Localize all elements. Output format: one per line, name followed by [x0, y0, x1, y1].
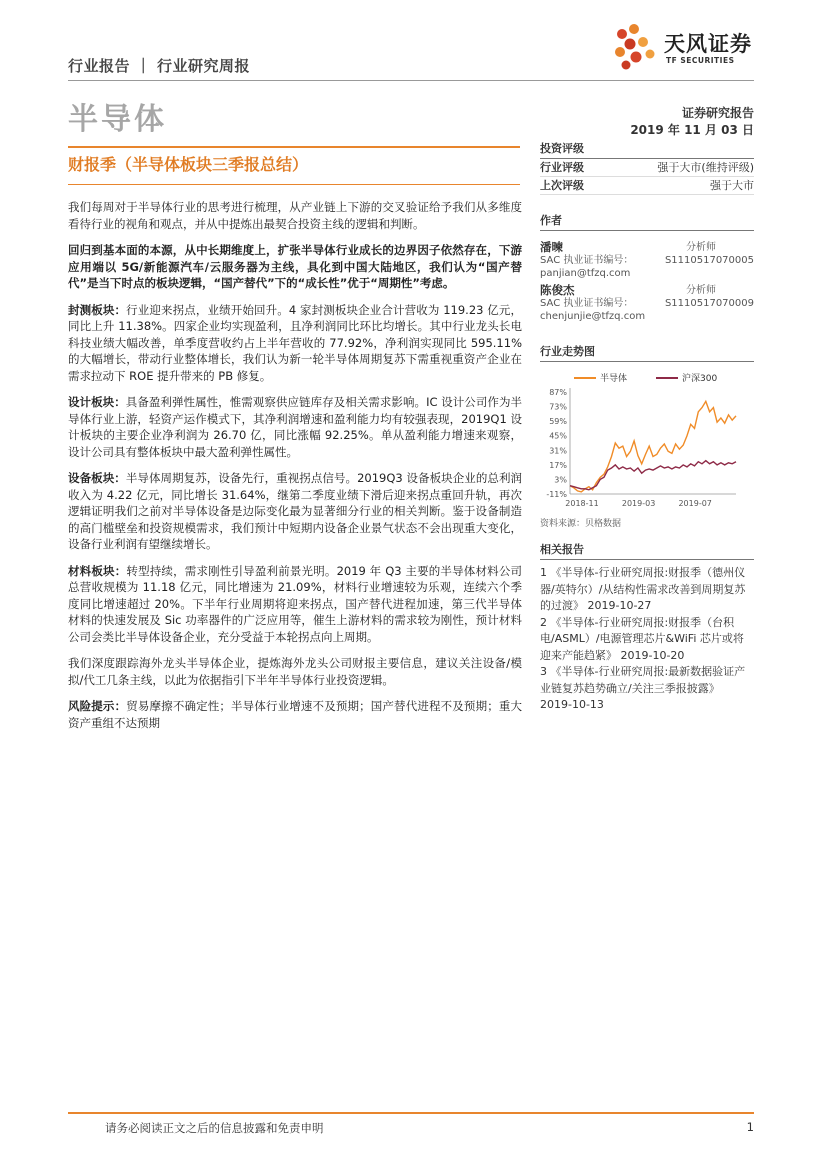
thesis-text: 回归到基本面的本源，从中长期维度上，扩张半导体行业成长的边界因子依然存在，下游应用端以 5G/新能源汽车/云服务器为主线，具化到中国大陆地区，我们认为“国产替代”是当下时点的板块逻辑，“国产替代”下的“成长性”优于“周期性”考虑。	[68, 243, 522, 290]
author-email[interactable]: chenjunjie@tfzq.com	[540, 311, 646, 322]
paragraph-equipment	[68, 470, 522, 553]
trend-head: 行业走势图	[540, 343, 754, 362]
page-number: 1	[746, 1120, 754, 1134]
report-type: 证券研究报告	[681, 106, 754, 120]
paragraph-overseas: 我们深度跟踪海外龙头半导体企业，提炼海外龙头公司财报主要信息，建议关注设备/模拟/代工几条主线，以此为依据指引下半年半导体行业投资逻辑。	[68, 656, 522, 687]
header-divider	[68, 80, 754, 81]
materials-text: 转型持续，需求刚性引导盈利前景光明。2019 年 Q3 主要的半导体材料公司总营收规模为 11.18 亿元，同比增速为 21.09%，材料行业增速较为乐观，连续六个季度同比增速超过 20%。下半年行业周期将迎来拐点，国产替代进程加速，第三代半导体材料的快速发展及 Sic 功率器件的广泛应用等，催生上游材料的需求较为刚性，预计材料公司会类比半导体设备企业，充分受益于本轮拐点向上周期。	[68, 563, 522, 644]
rating-head: 投资评级	[540, 140, 754, 159]
x-tick-label: 2018-11	[565, 499, 599, 508]
rating-key: 行业评级	[540, 161, 584, 174]
subtitle-divider	[68, 184, 520, 185]
y-tick-label: 87%	[549, 388, 567, 397]
report-category: 行业报告 ｜ 行业研究周报	[68, 57, 250, 75]
rating-row	[540, 177, 754, 195]
rating-key: 上次评级	[540, 179, 584, 192]
related-report-item[interactable]: 2 《半导体-行业研究周报:财报季（台积电/ASML）/电源管理芯片&WiFi 芯片或将迎来产能趋紧》 2019-10-20	[540, 615, 744, 662]
packaging-lead: 封测板块：	[68, 302, 127, 317]
risk-lead: 风险提示：	[68, 699, 127, 713]
sac-label: SAC 执业证书编号：	[540, 298, 634, 309]
report-subtitle: 财报季（半导体板块三季报总结）	[68, 155, 309, 174]
authors-section	[540, 212, 754, 323]
trend-chart	[540, 366, 754, 516]
y-tick-label: -11%	[546, 490, 567, 499]
y-tick-label: 59%	[549, 417, 567, 427]
title-divider	[68, 146, 520, 148]
authors-head: 作者	[540, 212, 754, 231]
related-report-item[interactable]: 1 《半导体-行业研究周报:财报季（德州仪器/英特尔）/从结构性需求改善到周期复苏的过渡》 2019-10-27	[540, 566, 746, 612]
sac-number: S1110517070005	[664, 255, 754, 266]
x-tick-label: 2019-07	[678, 499, 712, 508]
y-tick-label: 73%	[549, 402, 567, 412]
y-tick-label: 17%	[549, 460, 567, 470]
footer-disclaimer: 请务必阅读正文之后的信息披露和免责申明	[105, 1121, 324, 1135]
paragraph-packaging	[68, 302, 522, 385]
risk-text: 贸易摩擦不确定性；半导体行业增速不及预期；国产替代进程不及预期；重大资产重组不达预期	[68, 699, 523, 730]
x-tick-label: 2019-03	[621, 499, 656, 508]
equipment-text: 半导体周期复苏，设备先行，重视拐点信号。2019Q3 设备板块企业的总利润收入为 4.22 亿元，同比增长 31.64%，继第二季度业绩下滑后迎来拐点重回升轨，再次逻辑证明我们之前对半导体设备是边际变化最为显著细分行业的相关判断。鉴于设备制造的高门槛壁垒和投资规模需求，我们预计中短期内设备企业景气状态不会出现重大变化，设备行业利润有望继续增长。	[68, 471, 523, 551]
design-text: 具备盈利弹性属性，惟需观察供应链库存及相关需求影响。IC 设计公司作为半导体行业上游，轻资产运作模式下，其净利润增速和盈利能力均有较强表现，2019Q1 设计板块的主要企业净利润为 26.70 亿，同比涨幅 92.25%。单从盈利能力增速来观察，设计公司具有整体板块中最大盈利弹性属性。	[68, 395, 523, 459]
paragraph-design	[68, 394, 522, 460]
author-row	[540, 241, 754, 254]
rating-value: 强于大市	[710, 179, 754, 192]
y-tick-label: 45%	[549, 431, 567, 441]
author-block	[540, 241, 754, 280]
packaging-text: 行业迎来拐点，业绩开始回升。4 家封测板块企业合计营收为 119.23 亿元，同比上升 11.38%。四家企业均实现盈利，且净利润同比环比均增长。其中行业龙头长电科技业绩大幅改善，单季度营收约占上半年营收的 77.92%，净利润实现同比 595.11%的大幅增长，带动行业整体增长，我们认为新一轮半导体周期复苏下需重视重资产企业在需求拉动下 ROE 提升带来的 PB 修复。	[68, 302, 522, 383]
paragraph-thesis	[68, 242, 522, 292]
author-sac	[540, 254, 754, 267]
trend-section	[540, 343, 754, 529]
logo-mark-icon	[612, 22, 662, 72]
paragraph-intro: 我们每周对于半导体行业的思考进行梳理，从产业链上下游的交叉验证给予我们从多维度看待行业的视角和观点，并从中提炼出最契合投资主线的逻辑和判断。	[68, 200, 522, 231]
legend-label: 半导体	[600, 374, 628, 384]
design-lead: 设计板块：	[68, 395, 126, 409]
rating-value: 强于大市(维持评级)	[657, 161, 754, 174]
author-block	[540, 284, 754, 323]
related-head: 相关报告	[540, 541, 754, 560]
rating-row	[540, 159, 754, 177]
legend-label: 沪深300	[682, 374, 718, 384]
sac-number: S1110517070009	[664, 298, 754, 309]
chart-source: 资料来源：贝格数据	[540, 519, 622, 529]
related-section	[540, 541, 754, 714]
y-tick-label: 31%	[549, 446, 567, 456]
sac-label: SAC 执业证书编号：	[540, 255, 634, 266]
main-body	[68, 199, 522, 741]
footer-divider	[68, 1112, 754, 1114]
author-name: 陈俊杰	[540, 283, 575, 297]
y-tick-label: 3%	[554, 475, 567, 485]
related-report-item[interactable]: 3 《半导体-行业研究周报:最新数据验证产业链复苏趋势确立/关注三季报披露》 2019-10-13	[540, 665, 746, 711]
sector-title: 半导体	[68, 102, 167, 137]
company-logo	[612, 22, 762, 72]
materials-lead: 材料板块：	[68, 563, 127, 578]
logo-subtitle: TF SECURITIES	[666, 56, 735, 65]
author-role: 分析师	[686, 242, 716, 253]
author-role: 分析师	[686, 285, 716, 296]
report-date: 2019 年 11 月 03 日	[630, 123, 754, 137]
series-line	[570, 401, 736, 492]
author-email[interactable]: panjian@tfzq.com	[540, 268, 631, 279]
paragraph-materials	[68, 563, 522, 646]
equipment-lead: 设备板块：	[68, 471, 126, 485]
rating-section	[540, 140, 754, 195]
paragraph-risk	[68, 698, 522, 731]
logo-name: 天风证券	[664, 32, 752, 56]
author-row	[540, 284, 754, 297]
author-sac	[540, 297, 754, 310]
author-name: 潘暕	[540, 240, 563, 254]
